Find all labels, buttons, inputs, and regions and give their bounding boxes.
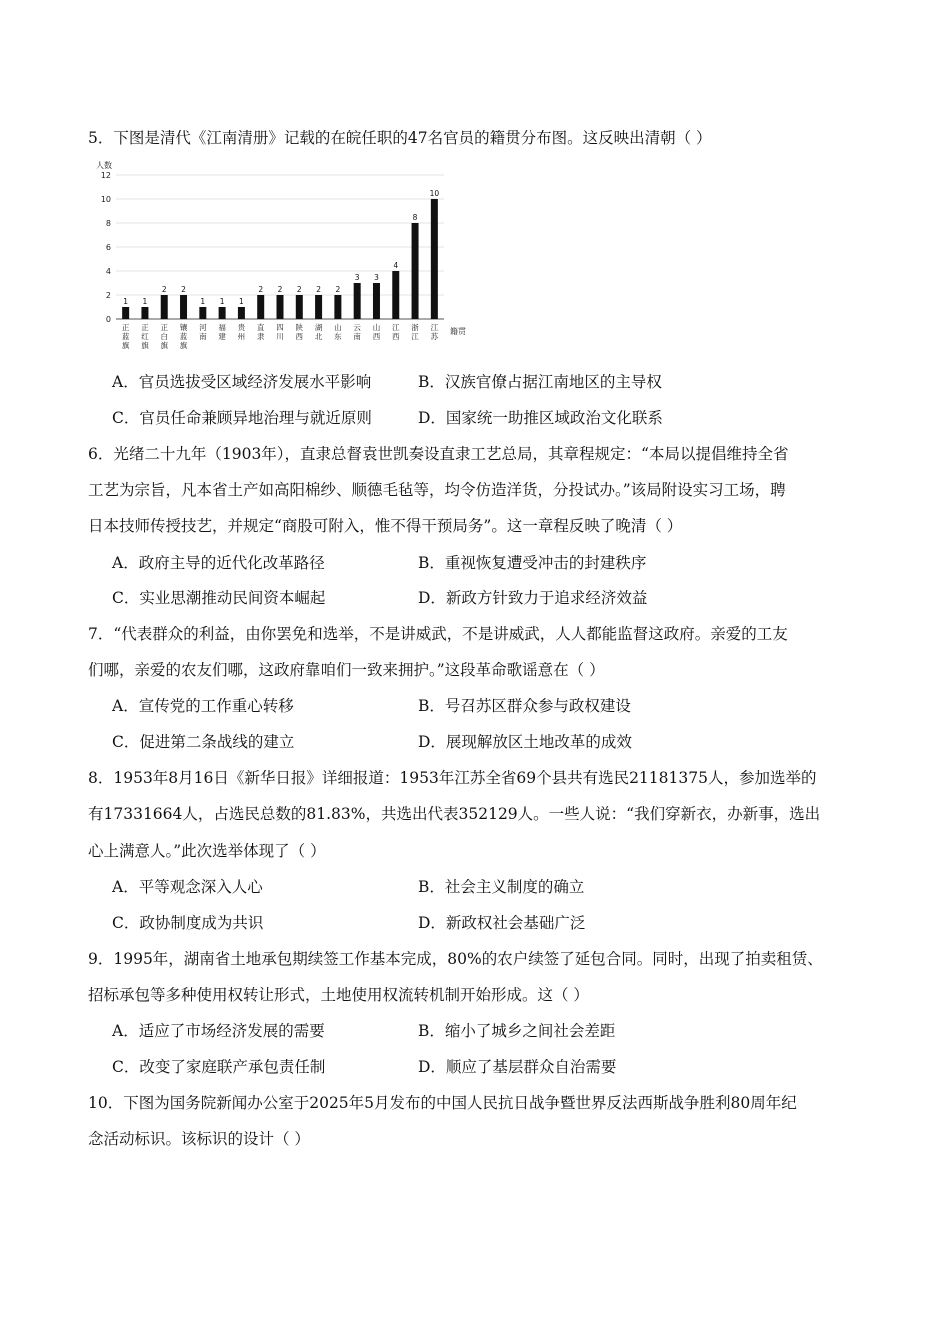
bar-value-label: 10 — [429, 189, 440, 198]
y-axis-label: 人数 — [96, 161, 112, 170]
native-place-bar-chart — [90, 155, 490, 355]
bar — [431, 199, 438, 319]
x-tick-label: 福建 — [218, 323, 226, 341]
q9-option-a[interactable]: A．适应了市场经济发展的需要 — [112, 1022, 325, 1040]
x-tick-label: 云南 — [353, 323, 361, 341]
q7-option-c[interactable]: C．促进第二条战线的建立 — [112, 733, 295, 751]
q7-line-2: 们哪，亲爱的农友们哪，这政府靠咱们一致来拥护。”这段革命歌谣意在（ ） — [88, 661, 605, 679]
bar-value-label: 1 — [219, 297, 225, 306]
q5-line-1: 5．下图是清代《江南清册》记载的在皖任职的47名官员的籍贯分布图。这反映出清朝（ ） — [88, 129, 712, 147]
x-axis-label: 籍贯 — [450, 327, 466, 336]
bar — [277, 295, 284, 319]
x-tick-label: 浙江 — [411, 323, 419, 341]
bar — [315, 295, 322, 319]
q6-option-d[interactable]: D．新政方针致力于追求经济效益 — [418, 589, 648, 607]
q9-option-d[interactable]: D．顺应了基层群众自治需要 — [418, 1058, 617, 1076]
bar-value-label: 2 — [258, 285, 264, 294]
bar-value-label: 2 — [316, 285, 321, 294]
bar — [412, 223, 419, 319]
bar — [161, 295, 168, 319]
x-tick-label: 山东 — [334, 323, 342, 341]
y-tick-label: 0 — [105, 315, 111, 324]
bar-value-label: 8 — [412, 213, 418, 222]
bar — [334, 295, 341, 319]
q5-option-b[interactable]: B．汉族官僚占据江南地区的主导权 — [418, 373, 662, 391]
q9-option-b[interactable]: B．缩小了城乡之间社会差距 — [418, 1022, 616, 1040]
bar-value-label: 2 — [181, 285, 186, 294]
bar-value-label: 2 — [161, 285, 167, 294]
x-tick-label: 正红旗 — [141, 323, 149, 350]
x-tick-label: 直隶 — [256, 323, 265, 341]
q9-line-1: 9．1995年，湖南省土地承包期续签工作基本完成，80%的农户续签了延包合同。同时，出现了拍卖租赁、 — [88, 950, 823, 968]
bar-value-label: 3 — [354, 273, 360, 282]
bar-value-label: 4 — [393, 261, 399, 270]
x-tick-label: 河南 — [199, 323, 207, 341]
q6-line-3: 日本技师传授技艺，并规定“商股可附入，惟不得干预局务”。这一章程反映了晚清（ ） — [88, 517, 683, 535]
bar-value-label: 1 — [200, 297, 206, 306]
x-tick-label: 四川 — [276, 323, 284, 341]
q8-line-2: 有17331664人，占选民总数的81.83%，共选出代表352129人。一些人说：“我们穿新衣，办新事，选出 — [88, 805, 821, 823]
x-tick-label: 江苏 — [430, 323, 439, 341]
q7-option-b[interactable]: B．号召苏区群众参与政权建设 — [418, 697, 631, 715]
y-tick-label: 8 — [105, 219, 111, 228]
bar-value-label: 2 — [296, 285, 302, 294]
q7-line-1: 7．“代表群众的利益，由你罢免和选举，不是讲威武，不是讲威武，人人都能监督这政府。亲爱的工友 — [88, 625, 788, 643]
q7-option-d[interactable]: D．展现解放区土地改革的成效 — [418, 733, 632, 751]
bar-value-label: 2 — [335, 285, 341, 294]
q7-option-a[interactable]: A．宣传党的工作重心转移 — [112, 697, 294, 715]
bar-value-label: 1 — [123, 297, 129, 306]
bar — [238, 307, 245, 319]
x-tick-label: 陕西 — [295, 323, 304, 341]
x-tick-label: 正蓝旗 — [121, 323, 130, 350]
bar — [180, 295, 187, 319]
bar — [373, 283, 380, 319]
x-tick-label: 贵州 — [237, 323, 246, 341]
bar-value-label: 2 — [277, 285, 283, 294]
q5-option-a[interactable]: A．官员选拔受区域经济发展水平影响 — [112, 373, 372, 391]
q9-option-c[interactable]: C．改变了家庭联产承包责任制 — [112, 1058, 326, 1076]
bar-value-label: 1 — [239, 297, 244, 306]
bar — [257, 295, 264, 319]
q8-option-a[interactable]: A．平等观念深入人心 — [112, 878, 263, 896]
bar — [354, 283, 361, 319]
x-tick-label: 湖北 — [314, 323, 323, 341]
q5-option-c[interactable]: C．官员任命兼顾异地治理与就近原则 — [112, 409, 372, 427]
bar — [122, 307, 129, 319]
bar — [219, 307, 226, 319]
bar — [392, 271, 399, 319]
bar-value-label: 1 — [142, 297, 148, 306]
bar — [141, 307, 148, 319]
bar — [199, 307, 206, 319]
bar-value-label: 3 — [374, 273, 379, 282]
q9-line-2: 招标承包等多种使用权转让形式，土地使用权流转机制开始形成。这（ ） — [88, 986, 589, 1004]
q8-option-b[interactable]: B．社会主义制度的确立 — [418, 878, 585, 896]
y-tick-label: 6 — [105, 243, 111, 252]
bar — [296, 295, 303, 319]
q8-option-d[interactable]: D．新政权社会基础广泛 — [418, 914, 586, 932]
q6-line-1: 6．光绪二十九年（1903年），直隶总督袁世凯奏设直隶工艺总局，其章程规定：“本局以提倡维持全省 — [88, 445, 789, 463]
q8-line-1: 8．1953年8月16日《新华日报》详细报道：1953年江苏全省69个县共有选民21181375人，参加选举的 — [88, 769, 817, 787]
q8-line-3: 心上满意人。”此次选举体现了（ ） — [88, 842, 326, 860]
q10-line-1: 10．下图为国务院新闻办公室于2025年5月发布的中国人民抗日战争暨世界反法西斯战争胜利80周年纪 — [88, 1094, 797, 1112]
y-tick-label: 4 — [105, 267, 111, 276]
q6-option-b[interactable]: B．重视恢复遭受冲击的封建秩序 — [418, 554, 647, 572]
x-tick-label: 镶蓝旗 — [179, 323, 188, 350]
q5-option-d[interactable]: D．国家统一助推区域政治文化联系 — [418, 409, 663, 427]
x-tick-label: 江西 — [392, 323, 400, 341]
y-tick-label: 10 — [100, 195, 111, 204]
q6-option-a[interactable]: A．政府主导的近代化改革路径 — [112, 554, 325, 572]
y-tick-label: 2 — [105, 291, 111, 300]
q6-option-c[interactable]: C．实业思潮推动民间资本崛起 — [112, 589, 326, 607]
x-tick-label: 正白旗 — [160, 323, 168, 350]
q6-line-2: 工艺为宗旨，凡本省土产如高阳棉纱、顺德毛毡等，均令仿造洋货，分投试办。”该局附设实习工场，聘 — [88, 481, 786, 499]
q8-option-c[interactable]: C．政协制度成为共识 — [112, 914, 264, 932]
q10-line-2: 念活动标识。该标识的设计（ ） — [88, 1130, 310, 1148]
x-tick-label: 山西 — [372, 323, 381, 341]
y-tick-label: 12 — [100, 171, 111, 180]
